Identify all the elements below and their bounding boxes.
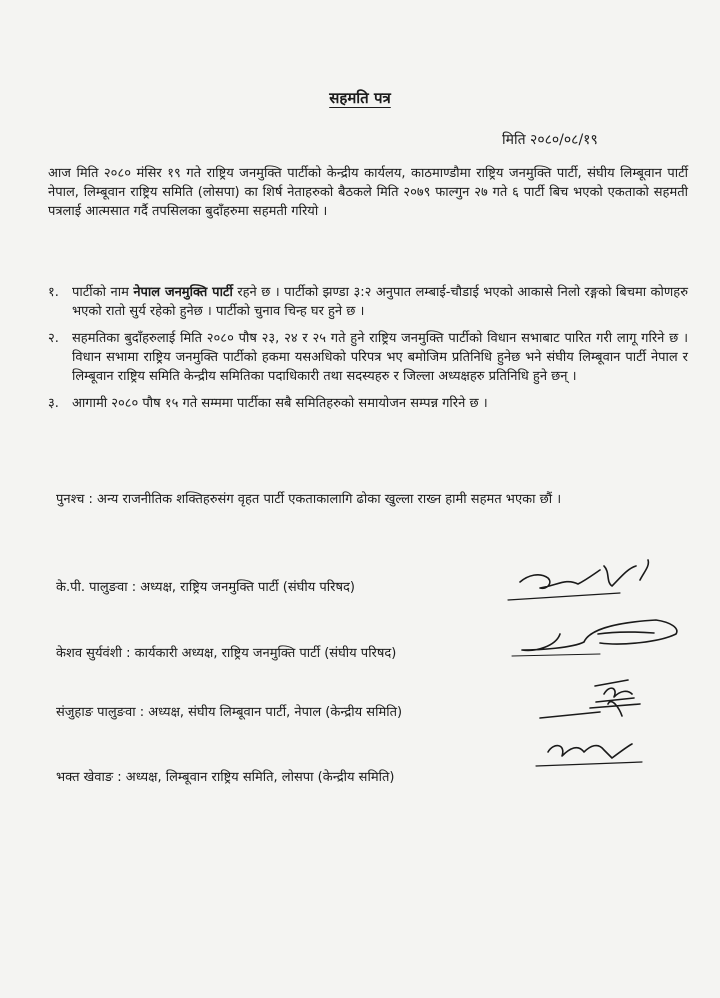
agreement-point-3 [48, 394, 688, 413]
document-title-wrap [0, 88, 720, 108]
postscript: पुनश्च : अन्य राजनीतिक शक्तिहरुसंग वृहत पार्टी एकताकालागि ढोका खुल्ला राख्न हामी सहमत भएका छौं । [56, 492, 562, 507]
signatory-3: संजुहाङ पालुङवा : अध्यक्ष, संघीय लिम्बूवान पार्टी, नेपाल (केन्द्रीय समिति) [56, 705, 403, 720]
point-text-post: रहने छ । पार्टीको झण्डा ३:२ अनुपात लम्बाई-चौडाई भएको आकासे निलो रङ्गको बिचमा कोणहरु भएको रातो सुर्य रहेको हुनेछ । पार्टीको चुनाव चिन्ह घर हुने छ । [72, 285, 688, 319]
point-number: ३. [48, 396, 59, 411]
document-title: सहमति पत्र [329, 89, 391, 107]
signature-1-mark [508, 560, 648, 600]
signatory-2: केशव सुर्यवंशी : कार्यकारी अध्यक्ष, राष्ट्रिय जनमुक्ति पार्टी (संघीय परिषद) [56, 646, 397, 661]
point-text-pre: पार्टीको नाम [72, 285, 134, 300]
document-date: मिति २०८०/०८/१९ [502, 132, 598, 148]
agreement-points [48, 283, 688, 421]
party-name: नेपाल जनमुक्ति पार्टी [133, 285, 233, 300]
signatory-1: के.पी. पालुङवा : अध्यक्ष, राष्ट्रिय जनमुक्ति पार्टी (संघीय परिषद) [56, 580, 355, 595]
agreement-point-2 [48, 329, 688, 386]
intro-paragraph: आज मिति २०८० मंसिर १९ गते राष्ट्रिय जनमुक्ति पार्टीको केन्द्रीय कार्यलय, काठमाण्डौमा राष्ट्रिय जनमुक्ति पार्टी, संघीय लिम्बूवान पार्टी नेपाल, लिम्बूवान राष्ट्रिय समिति (लोसपा) का शिर्ष नेताहरुको बैठकले मिति २०७९ फाल्गुन २७ गते ६ पार्टी बिच भएको एकताको सहमती पत्रलाई आत्मसात गर्दै तपसिलका बुदाँहरुमा सहमती गरियो । [48, 166, 688, 219]
point-number: २. [48, 331, 59, 346]
point-number: १. [48, 285, 59, 300]
signatory-4: भक्त खेवाङ : अध्यक्ष, लिम्बूवान राष्ट्रिय समिति, लोसपा (केन्द्रीय समिति) [56, 770, 395, 785]
signature-3-mark [540, 680, 640, 718]
signature-2-mark [512, 620, 677, 656]
point-text: सहमतिका बुदाँहरुलाई मिति २०८० पौष २३, २४ र २५ गते हुने राष्ट्रिय जनमुक्ति पार्टीको विधान सभाबाट पारित गरी लागू गरिने छ । विधान सभामा राष्ट्रिय जनमुक्ति पार्टीको हकमा यसअधिको परिपत्र भए बमोजिम प्रतिनिधि हुनेछ भने संघीय लिम्बूवान पार्टी नेपाल र लिम्बूवान राष्ट्रिय समिति केन्द्रीय समितिका पदाधिकारी तथा सदस्यहरु र जिल्ला अध्यक्षहरु प्रतिनिधि हुने छन् । [72, 331, 688, 384]
signature-4-mark [536, 744, 642, 766]
agreement-point-1 [48, 283, 688, 321]
point-text: आगामी २०८० पौष १५ गते सम्ममा पार्टीका सबै समितिहरुको समायोजन सम्पन्न गरिने छ । [72, 396, 488, 411]
